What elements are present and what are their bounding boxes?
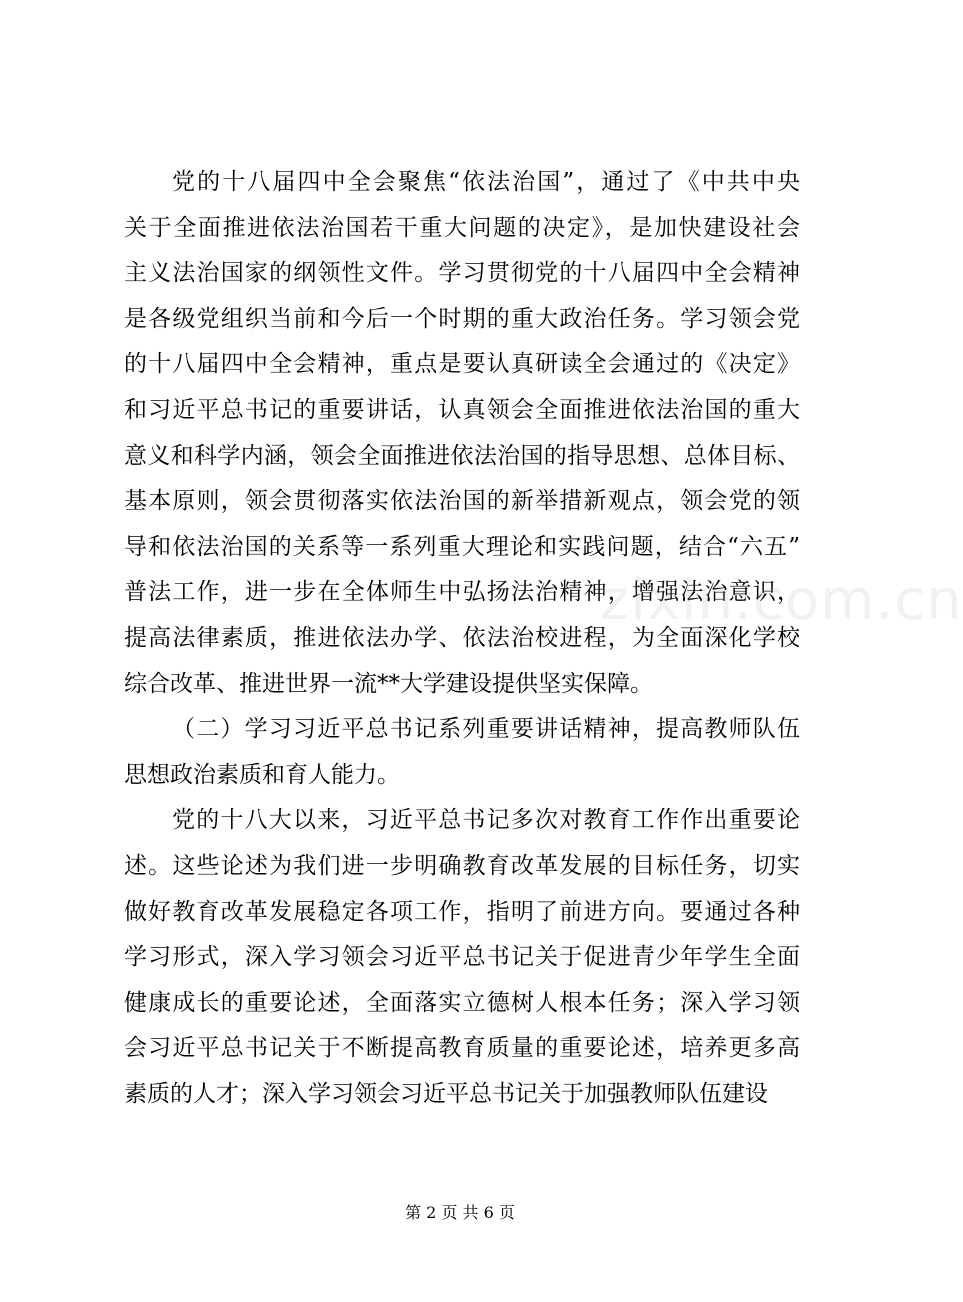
- watermark: zixin.com.cn: [600, 568, 963, 633]
- text-line: 党的十八届四中全会聚焦“依法治国”，通过了《中共中央: [172, 169, 800, 195]
- text-line: 是各级党组织当前和今后一个时期的重大政治任务。学习领会党: [124, 305, 800, 332]
- text-line: 导和依法治国的关系等一系列重大理论和实践问题，结合“六五”: [124, 533, 800, 560]
- paragraph: [124, 707, 800, 798]
- text-line: （二）学习习近平总书记系列重要讲话精神，提高教师队伍: [172, 716, 800, 743]
- paragraph: [124, 798, 800, 1117]
- text-line: 普法工作，进一步在全体师生中弘扬法治精神，增强法治意识，: [124, 579, 800, 606]
- text-line: 素质的人才；深入学习领会习近平总书记关于加强教师队伍建设: [124, 1080, 768, 1107]
- text-line: 思想政治素质和育人能力。: [124, 761, 400, 788]
- text-line: 综合改革、推进世界一流**大学建设提供坚实保障。: [124, 670, 653, 697]
- text-line: 健康成长的重要论述，全面落实立德树人根本任务；深入学习领: [124, 989, 800, 1016]
- text-line: 提高法律素质，推进依法办学、依法治校进程，为全面深化学校: [124, 624, 800, 651]
- text-line: 主义法治国家的纲领性文件。学习贯彻党的十八届四中全会精神: [124, 260, 800, 287]
- text-line: 党的十八大以来，习近平总书记多次对教育工作作出重要论: [172, 807, 800, 834]
- text-line: 意义和科学内涵，领会全面推进依法治国的指导思想、总体目标、: [124, 442, 800, 469]
- text-line: 关于全面推进依法治国若干重大问题的决定》，是加快建设社会: [124, 214, 800, 241]
- text-line: 做好教育改革发展稳定各项工作，指明了前进方向。要通过各种: [124, 898, 800, 925]
- text-line: 和习近平总书记的重要讲话，认真领会全面推进依法治国的重大: [124, 396, 800, 423]
- text-line: 基本原则，领会贯彻落实依法治国的新举措新观点，领会党的领: [124, 488, 800, 515]
- text-line: 学习形式，深入学习领会习近平总书记关于促进青少年学生全面: [124, 944, 800, 971]
- document-body: [124, 160, 800, 1117]
- text-line: 的十八届四中全会精神，重点是要认真研读全会通过的《决定》: [124, 351, 800, 378]
- page-footer: 第 2 页 共 6 页: [405, 1203, 515, 1222]
- text-line: 会习近平总书记关于不断提高教育质量的重要论述，培养更多高: [124, 1035, 800, 1062]
- paragraph: [124, 160, 800, 707]
- text-line: 述。这些论述为我们进一步明确教育改革发展的目标任务，切实: [124, 852, 800, 879]
